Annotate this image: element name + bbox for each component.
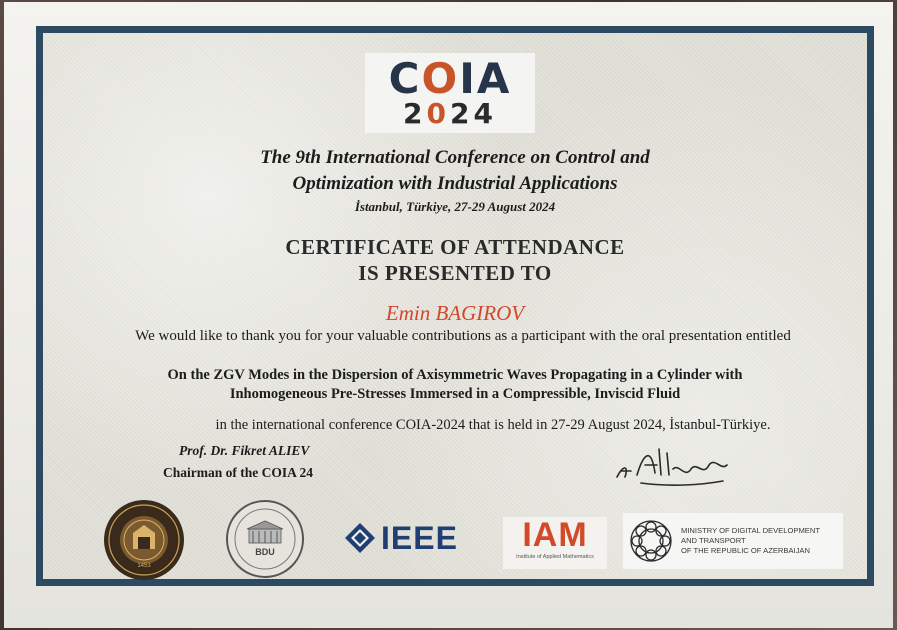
ieee-text: IEEE [381, 520, 458, 556]
certificate-paper [4, 2, 893, 628]
gear-icon: O [421, 54, 460, 103]
ministry-logo [623, 513, 843, 569]
ieee-logo [343, 521, 458, 555]
coia-logo-year: 2024 [403, 97, 497, 130]
certificate-subheading: IS PRESENTED TO [358, 261, 552, 285]
conference-title-line1: The 9th International Conference on Control and [260, 147, 650, 168]
coia-logo [365, 53, 535, 133]
iam-subtitle: Institute of Applied Mathematics [516, 554, 594, 560]
ministry-emblem-icon [627, 517, 675, 565]
ieee-diamond-icon [343, 521, 377, 555]
recipient-name: Emin BAGIROV [385, 301, 525, 325]
conference-statement: in the international conference COIA-2024 that is held in 27-29 August 2024, İstanbul-Türkiye. [215, 417, 771, 433]
certificate-frame [36, 26, 874, 586]
istanbul-university-seal [103, 499, 185, 581]
conference-title-line2: Optimization with Industrial Applications [292, 173, 618, 194]
gear-icon-small: 0 [426, 97, 450, 130]
iam-text: IAM [522, 516, 588, 554]
seal1-year: 1453 [137, 563, 151, 569]
iam-logo [503, 517, 607, 569]
seal2-label: BDU [255, 547, 275, 557]
signatory-name: Prof. Dr. Fikret ALIEV [179, 443, 310, 458]
presentation-title-line2: Inhomogeneous Pre-Stresses Immersed in a Compressible, Inviscid Fluid [229, 386, 681, 402]
presentation-title-line1: On the ZGV Modes in the Dispersion of Axisymmetric Waves Propagating in a Cylinder with [167, 367, 743, 383]
coia-logo-text: COIA [388, 54, 512, 103]
signature-image [611, 435, 731, 495]
conference-place-date: İstanbul, Türkiye, 27-29 August 2024 [354, 199, 556, 214]
ministry-text: MINISTRY OF DIGITAL DEVELOPMENT AND TRANSPORT OF THE REPUBLIC OF AZERBAIJAN [681, 526, 820, 555]
certificate-heading: CERTIFICATE OF ATTENDANCE [285, 235, 625, 259]
bdu-university-seal [225, 499, 305, 579]
signatory-role: Chairman of the COIA 24 [163, 465, 314, 480]
thanks-text: We would like to thank you for your valuable contributions as a participant with the oral presentation entitled [135, 328, 791, 344]
